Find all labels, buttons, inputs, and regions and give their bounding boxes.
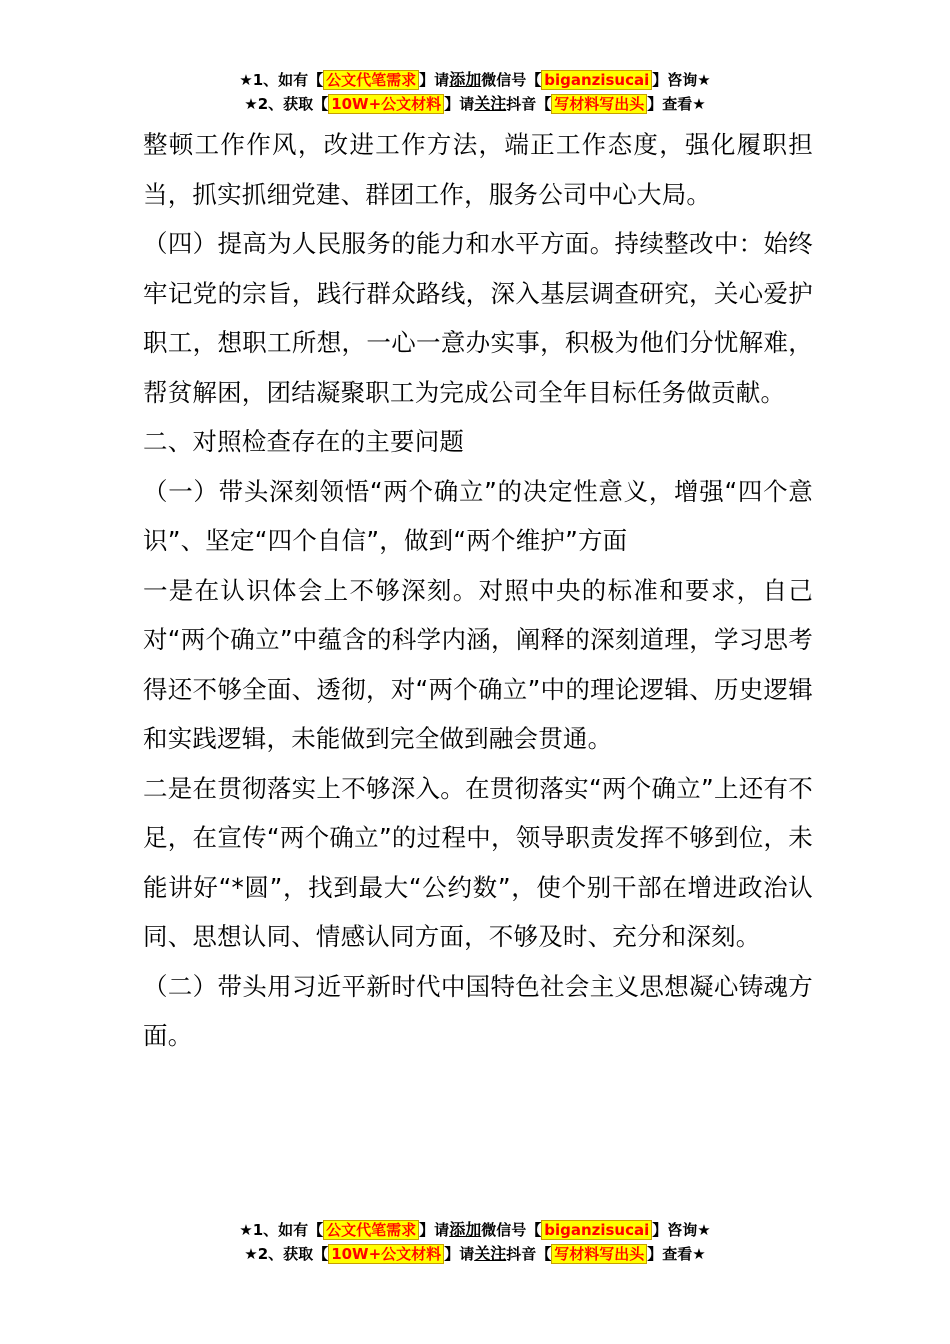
footer-line-1: ★1、如有【 公文代笔需求 】请添加微信号【 biganzisucai 】咨询★: [239, 1220, 711, 1239]
footer-line-2: ★2、获取【 10W+公文材料 】请关注抖音【 写材料写出头 】查看★: [244, 1244, 706, 1263]
header-line-2: ★2、获取【 10W+公文材料 】请关注抖音【 写材料写出头 】查看★: [244, 94, 706, 113]
paragraph-4: 二是在贯彻落实上不够深入。在贯彻落实“两个确立”上还有不足，在宣传“两个确立”的过程中，领导职责发挥不够到位，未能讲好“*圆”，找到最大“公约数”，使个别干部在增进政治认同、思想认同、情感认同方面，不够及时、充分和深刻。: [143, 773, 813, 951]
highlight-service: 公文代笔需求: [323, 70, 419, 90]
document-body: [143, 120, 813, 1061]
header-banner: [0, 68, 950, 116]
paragraph-1: 整顿工作作风，改进工作方法，端正工作态度，强化履职担当，抓实抓细党建、群团工作，服务公司中心大局。: [143, 130, 813, 209]
paragraph-3: 一是在认识体会上不够深刻。对照中央的标准和要求，自己对“两个确立”中蕴含的科学内涵，阐释的深刻道理，学习思考得还不够全面、透彻，对“两个确立”中的理论逻辑、历史逻辑和实践逻辑，未能做到完全做到融会贯通。: [143, 575, 813, 753]
subheading-1: （一）带头深刻领悟“两个确立”的决定性意义，增强“四个意识”、坚定“四个自信”，做到“两个维护”方面: [143, 476, 813, 555]
highlight-douyin-account: 写材料写出头: [551, 94, 647, 114]
subheading-2: （二）带头用习近平新时代中国特色社会主义思想凝心铸魂方面。: [143, 971, 813, 1050]
highlight-materials: 10W+公文材料: [328, 94, 444, 114]
highlight-douyin-account: 写材料写出头: [551, 1244, 647, 1264]
highlight-materials: 10W+公文材料: [328, 1244, 444, 1264]
highlight-wechat-id: biganzisucai: [541, 1220, 652, 1240]
highlight-wechat-id: biganzisucai: [541, 70, 652, 90]
paragraph-2: （四）提高为人民服务的能力和水平方面。持续整改中：始终牢记党的宗旨，践行群众路线，深入基层调查研究，关心爱护职工，想职工所想，一心一意办实事，积极为他们分忧解难，帮贫解困，团结凝聚职工为完成公司全年目标任务做贡献。: [143, 229, 813, 407]
section-heading-2: 二、对照检查存在的主要问题: [143, 427, 465, 456]
highlight-service: 公文代笔需求: [323, 1220, 419, 1240]
footer-banner: [0, 1218, 950, 1266]
header-line-1: ★1、如有【 公文代笔需求 】请添加微信号【 biganzisucai 】咨询★: [239, 70, 711, 89]
